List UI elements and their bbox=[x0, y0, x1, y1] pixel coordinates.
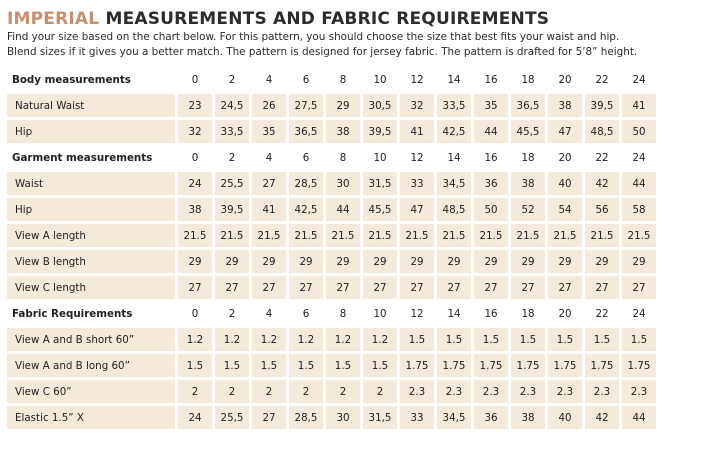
section-header-row bbox=[7, 68, 656, 91]
table-cell: 33,5 bbox=[215, 120, 249, 143]
table-row bbox=[7, 94, 656, 117]
table-cell: 1.75 bbox=[437, 354, 471, 377]
table-cell: 1.5 bbox=[437, 328, 471, 351]
table-cell: 2 bbox=[289, 380, 323, 403]
table-cell: 1.5 bbox=[511, 328, 545, 351]
section-heading: Fabric Requirements bbox=[12, 307, 133, 320]
table-cell: 27 bbox=[400, 276, 434, 299]
table-row bbox=[7, 120, 656, 143]
table-cell: 29 bbox=[548, 250, 582, 273]
table-cell: 38 bbox=[326, 120, 360, 143]
table-cell: 21.5 bbox=[363, 224, 397, 247]
table-cell: 1.2 bbox=[215, 328, 249, 351]
table-cell: 1.5 bbox=[326, 354, 360, 377]
size-header-cell: 22 bbox=[595, 307, 609, 320]
table-cell: 44 bbox=[326, 198, 360, 221]
table-cell: 1.75 bbox=[511, 354, 545, 377]
table-cell: 28,5 bbox=[289, 406, 323, 429]
table-cell: 21.5 bbox=[474, 224, 508, 247]
table-cell: 36,5 bbox=[511, 94, 545, 117]
row-label: View B length bbox=[7, 250, 175, 273]
table-cell: 54 bbox=[548, 198, 582, 221]
table-cell: 27 bbox=[585, 276, 619, 299]
table-cell: 27 bbox=[252, 172, 286, 195]
table-cell: 30 bbox=[326, 172, 360, 195]
size-header-cell: 4 bbox=[265, 73, 273, 86]
title-accent: IMPERIAL bbox=[7, 9, 100, 29]
table-cell: 29 bbox=[585, 250, 619, 273]
table-cell: 25,5 bbox=[215, 406, 249, 429]
size-header-cell: 8 bbox=[339, 73, 347, 86]
table-cell: 1.5 bbox=[363, 354, 397, 377]
table-cell: 29 bbox=[622, 250, 656, 273]
table-cell: 1.5 bbox=[289, 354, 323, 377]
table-cell: 21.5 bbox=[215, 224, 249, 247]
row-label: View C 60” bbox=[7, 380, 175, 403]
size-header-cell: 2 bbox=[228, 307, 236, 320]
table-cell: 2 bbox=[363, 380, 397, 403]
table-cell: 27 bbox=[252, 406, 286, 429]
table-cell: 24 bbox=[178, 172, 212, 195]
row-label: View C length bbox=[7, 276, 175, 299]
table-cell: 27 bbox=[363, 276, 397, 299]
table-row bbox=[7, 250, 656, 273]
intro-line-2: Blend sizes if it gives you a better match. The pattern is designed for jersey fabric. The pattern is drafted for 5’8” height. bbox=[7, 46, 638, 58]
table-cell: 1.2 bbox=[363, 328, 397, 351]
table-cell: 47 bbox=[548, 120, 582, 143]
size-header-cell: 16 bbox=[484, 73, 498, 86]
row-label: Elastic 1.5” X bbox=[7, 406, 175, 429]
size-header-cell: 14 bbox=[447, 73, 461, 86]
table-cell: 29 bbox=[437, 250, 471, 273]
size-header-cell: 18 bbox=[521, 73, 535, 86]
size-header-cell: 18 bbox=[521, 151, 535, 164]
table-cell: 2.3 bbox=[437, 380, 471, 403]
table-cell: 1.75 bbox=[585, 354, 619, 377]
table-cell: 1.2 bbox=[178, 328, 212, 351]
table-cell: 27 bbox=[252, 276, 286, 299]
table-cell: 1.2 bbox=[289, 328, 323, 351]
table-cell: 1.75 bbox=[474, 354, 508, 377]
table-cell: 27 bbox=[326, 276, 360, 299]
table-cell: 42 bbox=[585, 172, 619, 195]
table-cell: 50 bbox=[474, 198, 508, 221]
row-label: Hip bbox=[7, 120, 175, 143]
size-header-cell: 24 bbox=[632, 73, 646, 86]
table-cell: 29 bbox=[178, 250, 212, 273]
table-cell: 21.5 bbox=[511, 224, 545, 247]
table-cell: 42,5 bbox=[289, 198, 323, 221]
table-cell: 2.3 bbox=[548, 380, 582, 403]
size-header-cell: 18 bbox=[521, 307, 535, 320]
table-cell: 28,5 bbox=[289, 172, 323, 195]
table-cell: 50 bbox=[622, 120, 656, 143]
title-rest: MEASUREMENTS AND FABRIC REQUIREMENTS bbox=[99, 9, 550, 29]
size-header-cell: 6 bbox=[302, 151, 310, 164]
table-cell: 38 bbox=[548, 94, 582, 117]
table-cell: 42 bbox=[585, 406, 619, 429]
table-cell: 29 bbox=[215, 250, 249, 273]
table-cell: 38 bbox=[511, 406, 545, 429]
table-cell: 2.3 bbox=[585, 380, 619, 403]
measurement-table bbox=[4, 65, 659, 432]
table-cell: 27,5 bbox=[289, 94, 323, 117]
table-cell: 21.5 bbox=[289, 224, 323, 247]
table-cell: 2.3 bbox=[400, 380, 434, 403]
table-cell: 33 bbox=[400, 172, 434, 195]
size-header-cell: 4 bbox=[265, 307, 273, 320]
table-cell: 44 bbox=[474, 120, 508, 143]
table-cell: 44 bbox=[622, 172, 656, 195]
table-cell: 36 bbox=[474, 172, 508, 195]
section-header-row bbox=[7, 146, 656, 169]
table-cell: 41 bbox=[400, 120, 434, 143]
row-label: Hip bbox=[7, 198, 175, 221]
table-cell: 29 bbox=[400, 250, 434, 273]
size-header-cell: 20 bbox=[558, 307, 572, 320]
table-cell: 27 bbox=[548, 276, 582, 299]
row-label: View A length bbox=[7, 224, 175, 247]
size-header-cell: 20 bbox=[558, 151, 572, 164]
table-cell: 27 bbox=[474, 276, 508, 299]
section-header-row bbox=[7, 302, 656, 325]
table-cell: 31,5 bbox=[363, 172, 397, 195]
size-header-cell: 8 bbox=[339, 151, 347, 164]
table-cell: 1.75 bbox=[622, 354, 656, 377]
size-header-cell: 22 bbox=[595, 151, 609, 164]
table-cell: 1.5 bbox=[178, 354, 212, 377]
size-header-cell: 16 bbox=[484, 151, 498, 164]
table-cell: 23 bbox=[178, 94, 212, 117]
size-header-cell: 6 bbox=[302, 73, 310, 86]
table-cell: 1.2 bbox=[252, 328, 286, 351]
table-cell: 29 bbox=[252, 250, 286, 273]
table-cell: 29 bbox=[289, 250, 323, 273]
size-header-cell: 10 bbox=[373, 151, 387, 164]
size-header-cell: 0 bbox=[191, 307, 199, 320]
table-cell: 36 bbox=[474, 406, 508, 429]
row-label: View A and B short 60” bbox=[7, 328, 175, 351]
table-cell: 21.5 bbox=[400, 224, 434, 247]
page-title bbox=[7, 9, 720, 30]
table-cell: 42,5 bbox=[437, 120, 471, 143]
size-header-cell: 16 bbox=[484, 307, 498, 320]
table-cell: 1.5 bbox=[400, 328, 434, 351]
table-cell: 34,5 bbox=[437, 172, 471, 195]
size-header-cell: 24 bbox=[632, 151, 646, 164]
table-cell: 2 bbox=[326, 380, 360, 403]
size-header-cell: 12 bbox=[410, 151, 424, 164]
table-cell: 30 bbox=[326, 406, 360, 429]
table-row bbox=[7, 198, 656, 221]
row-label: Waist bbox=[7, 172, 175, 195]
table-cell: 39,5 bbox=[363, 120, 397, 143]
table-cell: 1.5 bbox=[215, 354, 249, 377]
table-row bbox=[7, 276, 656, 299]
table-cell: 45,5 bbox=[363, 198, 397, 221]
table-cell: 21.5 bbox=[585, 224, 619, 247]
table-cell: 1.5 bbox=[622, 328, 656, 351]
table-row bbox=[7, 354, 656, 377]
size-header-cell: 12 bbox=[410, 307, 424, 320]
table-cell: 56 bbox=[585, 198, 619, 221]
table-row bbox=[7, 380, 656, 403]
table-cell: 2 bbox=[178, 380, 212, 403]
table-cell: 1.5 bbox=[548, 328, 582, 351]
size-header-cell: 2 bbox=[228, 73, 236, 86]
table-cell: 27 bbox=[289, 276, 323, 299]
size-header-cell: 4 bbox=[265, 151, 273, 164]
table-row bbox=[7, 224, 656, 247]
table-cell: 44 bbox=[622, 406, 656, 429]
table-cell: 21.5 bbox=[622, 224, 656, 247]
table-cell: 24 bbox=[178, 406, 212, 429]
table-cell: 27 bbox=[511, 276, 545, 299]
table-cell: 2 bbox=[252, 380, 286, 403]
table-cell: 2.3 bbox=[622, 380, 656, 403]
table-cell: 27 bbox=[437, 276, 471, 299]
row-label: View A and B long 60” bbox=[7, 354, 175, 377]
table-cell: 41 bbox=[622, 94, 656, 117]
table-cell: 52 bbox=[511, 198, 545, 221]
table-cell: 41 bbox=[252, 198, 286, 221]
table-cell: 29 bbox=[511, 250, 545, 273]
table-cell: 27 bbox=[178, 276, 212, 299]
table-cell: 21.5 bbox=[437, 224, 471, 247]
table-cell: 58 bbox=[622, 198, 656, 221]
size-header-cell: 0 bbox=[191, 73, 199, 86]
size-header-cell: 10 bbox=[373, 307, 387, 320]
table-cell: 33 bbox=[400, 406, 434, 429]
size-header-cell: 6 bbox=[302, 307, 310, 320]
table-cell: 29 bbox=[326, 94, 360, 117]
row-label: Natural Waist bbox=[7, 94, 175, 117]
size-header-cell: 12 bbox=[410, 73, 424, 86]
size-header-cell: 24 bbox=[632, 307, 646, 320]
size-header-cell: 14 bbox=[447, 307, 461, 320]
table-cell: 32 bbox=[400, 94, 434, 117]
table-cell: 29 bbox=[363, 250, 397, 273]
size-header-cell: 20 bbox=[558, 73, 572, 86]
table-cell: 35 bbox=[474, 94, 508, 117]
table-cell: 38 bbox=[178, 198, 212, 221]
table-cell: 1.5 bbox=[474, 328, 508, 351]
table-cell: 24,5 bbox=[215, 94, 249, 117]
table-row bbox=[7, 172, 656, 195]
table-cell: 48,5 bbox=[585, 120, 619, 143]
size-header-cell: 2 bbox=[228, 151, 236, 164]
table-cell: 1.5 bbox=[585, 328, 619, 351]
table-cell: 39,5 bbox=[585, 94, 619, 117]
table-cell: 2.3 bbox=[511, 380, 545, 403]
table-cell: 25,5 bbox=[215, 172, 249, 195]
table-cell: 21.5 bbox=[178, 224, 212, 247]
table-cell: 1.2 bbox=[326, 328, 360, 351]
table-cell: 29 bbox=[474, 250, 508, 273]
intro-line-1: Find your size based on the chart below. For this pattern, you should choose the size that best fits your waist and hip. bbox=[7, 31, 620, 43]
size-header-cell: 8 bbox=[339, 307, 347, 320]
size-header-cell: 22 bbox=[595, 73, 609, 86]
table-cell: 35 bbox=[252, 120, 286, 143]
table-cell: 1.75 bbox=[400, 354, 434, 377]
table-cell: 32 bbox=[178, 120, 212, 143]
table-cell: 1.75 bbox=[548, 354, 582, 377]
table-cell: 21.5 bbox=[326, 224, 360, 247]
table-cell: 30,5 bbox=[363, 94, 397, 117]
table-cell: 47 bbox=[400, 198, 434, 221]
size-header-cell: 0 bbox=[191, 151, 199, 164]
table-row bbox=[7, 406, 656, 429]
table-cell: 40 bbox=[548, 406, 582, 429]
table-cell: 2.3 bbox=[474, 380, 508, 403]
section-heading: Garment measurements bbox=[12, 151, 153, 164]
table-cell: 38 bbox=[511, 172, 545, 195]
table-cell: 36,5 bbox=[289, 120, 323, 143]
table-cell: 34,5 bbox=[437, 406, 471, 429]
table-cell: 27 bbox=[215, 276, 249, 299]
table-cell: 48,5 bbox=[437, 198, 471, 221]
table-cell: 39,5 bbox=[215, 198, 249, 221]
table-cell: 2 bbox=[215, 380, 249, 403]
size-header-cell: 10 bbox=[373, 73, 387, 86]
table-cell: 21.5 bbox=[548, 224, 582, 247]
table-cell: 31,5 bbox=[363, 406, 397, 429]
size-header-cell: 14 bbox=[447, 151, 461, 164]
table-cell: 21.5 bbox=[252, 224, 286, 247]
table-cell: 1.5 bbox=[252, 354, 286, 377]
table-cell: 27 bbox=[622, 276, 656, 299]
table-cell: 33,5 bbox=[437, 94, 471, 117]
table-row bbox=[7, 328, 656, 351]
table-cell: 29 bbox=[326, 250, 360, 273]
table-cell: 26 bbox=[252, 94, 286, 117]
table-cell: 40 bbox=[548, 172, 582, 195]
table-cell: 45,5 bbox=[511, 120, 545, 143]
section-heading: Body measurements bbox=[12, 73, 131, 86]
